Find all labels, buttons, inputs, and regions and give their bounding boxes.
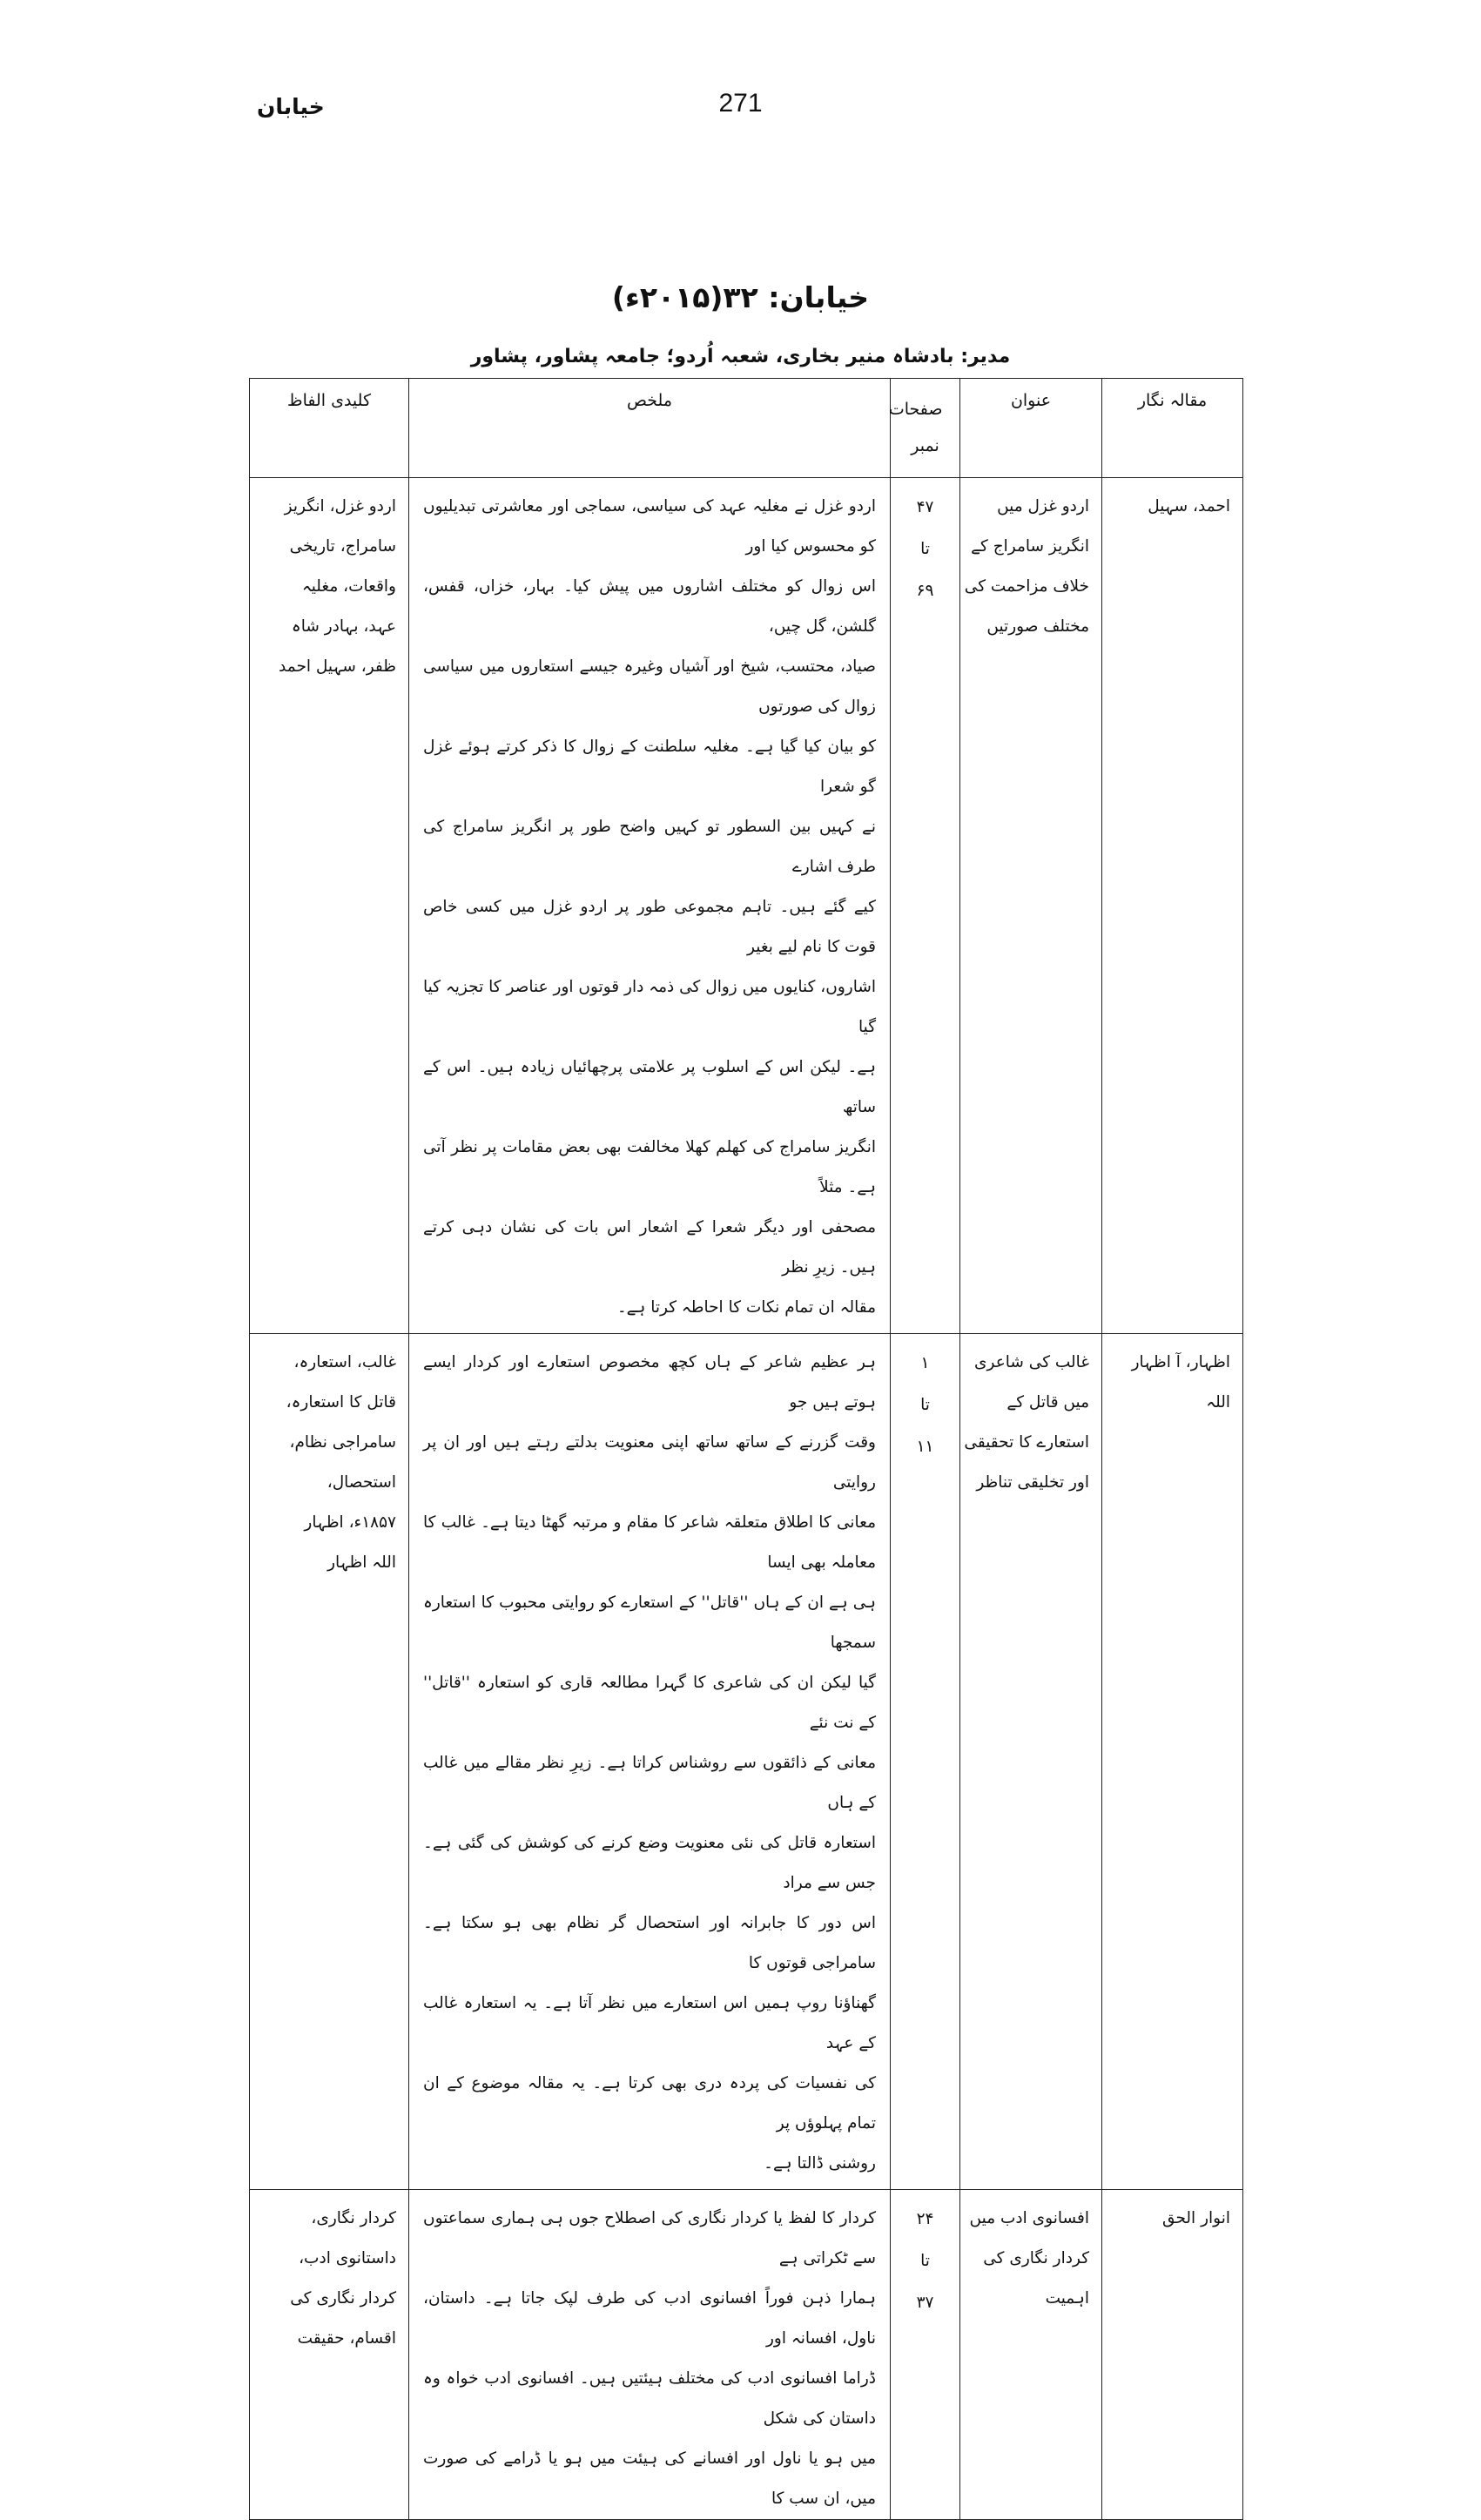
page-range-part: تا	[920, 2252, 930, 2270]
page-range-part: ۱۱	[916, 1438, 934, 1456]
author-cell	[1102, 2190, 1243, 2520]
summary-line: ہی ہے ان کے ہاں ''قاتل'' کے استعارے کو روایتی محبوب کا استعارہ سمجھا	[423, 1594, 876, 1652]
title-line: اور تخلیقی تناظر	[976, 1473, 1089, 1492]
header-pages-text: صفحات نمبر	[888, 400, 943, 455]
author-name: اظہار، آ اظہار اللہ	[1131, 1353, 1230, 1412]
table-row	[250, 2190, 1243, 2520]
keyword-line: غالب، استعارہ،	[293, 1353, 396, 1371]
summary-cell	[409, 2190, 891, 2520]
summary-line: اس دور کا جابرانہ اور استحصال گر نظام بھی ہو سکتا ہے۔ سامراجی قوتوں کا	[423, 1914, 876, 1972]
keyword-line: استحصال،	[326, 1473, 396, 1492]
title-line: افسانوی ادب میں	[969, 2209, 1089, 2227]
header-title: عنوان	[960, 379, 1102, 478]
keyword-line: اقسام، حقیقت	[297, 2329, 396, 2348]
header-keywords: کلیدی الفاظ	[250, 379, 409, 478]
keyword-line: عہد، بہادر شاہ	[291, 617, 396, 636]
keywords-cell	[250, 478, 409, 1334]
header-author: مقالہ نگار	[1102, 379, 1243, 478]
page-title: خیابان: ۳۲(۲۰۱۵ء)	[611, 280, 870, 314]
pages-cell	[891, 478, 960, 1334]
keywords-cell	[250, 2190, 409, 2520]
summary-cell	[409, 1334, 891, 2190]
keyword-line: اللہ اظہار	[327, 1553, 396, 1572]
keyword-line: ۱۸۵۷ء، اظہار	[304, 1513, 396, 1532]
title-line: میں قاتل کے	[1006, 1393, 1089, 1412]
header-pages	[888, 379, 960, 478]
pages-cell	[891, 1334, 960, 2190]
page-range-part: ۱	[920, 1354, 930, 1372]
summary-line: اس زوال کو مختلف اشاروں میں پیش کیا۔ بہار، خزاں، قفس، گلشن، گل چیں،	[423, 577, 876, 636]
summary-line: نے کہیں بین السطور تو کہیں واضح طور پر انگریز سامراج کی طرف اشارے	[423, 818, 876, 876]
title-line: استعارے کا تحقیقی	[964, 1433, 1089, 1452]
header-summary: ملخص	[409, 379, 891, 478]
title-line: خلاف مزاحمت کی	[964, 577, 1089, 596]
table-row	[250, 1334, 1243, 2190]
title-line: انگریز سامراج کے	[971, 537, 1089, 556]
summary-line: انگریز سامراج کی کھلم کھلا مخالفت بھی بعض مقامات پر نظر آتی ہے۔ مثلاً	[423, 1138, 876, 1196]
keyword-line: واقعات، مغلیہ	[301, 577, 396, 596]
summary-line: ہے۔ لیکن اس کے اسلوب پر علامتی پرچھائیاں زیادہ ہیں۔ اس کے ساتھ	[423, 1058, 876, 1116]
keyword-line: ظفر، سہیل احمد	[279, 657, 396, 676]
title-line: اردو غزل میں	[997, 497, 1089, 515]
keyword-line: سامراجی نظام،	[289, 1433, 396, 1452]
title-line: کردار نگاری کی	[983, 2249, 1089, 2267]
keyword-line: داستانوی ادب،	[299, 2249, 396, 2267]
keyword-line: سامراج، تاریخی	[289, 537, 396, 556]
title-cell	[960, 478, 1102, 1334]
summary-line: روشنی ڈالتا ہے۔	[764, 2154, 876, 2173]
summary-line: ڈراما افسانوی ادب کی مختلف ہیئتیں ہیں۔ افسانوی ادب خواہ وہ داستان کی شکل	[423, 2369, 876, 2428]
summary-line: معانی کا اطلاق متعلقہ شاعر کا مقام و مرتبہ گھٹا دیتا ہے۔ غالب کا معاملہ بھی ایسا	[423, 1513, 876, 1572]
author-name: انوار الحق	[1162, 2209, 1230, 2227]
author-cell	[1102, 1334, 1243, 2190]
table-header-row	[250, 379, 1243, 478]
summary-line: صیاد، محتسب، شیخ اور آشیاں وغیرہ جیسے استعاروں میں سیاسی زوال کی صورتوں	[423, 657, 876, 716]
summary-line: کی نفسیات کی پردہ دری بھی کرتا ہے۔ یہ مقالہ موضوع کے ان تمام پہلوؤں پر	[423, 2074, 876, 2133]
author-name: احمد، سہیل	[1148, 497, 1230, 515]
summary-line: اردو غزل نے مغلیہ عہد کی سیاسی، سماجی اور معاشرتی تبدیلیوں کو محسوس کیا اور	[423, 497, 876, 556]
summary-line: گھناؤنا روپ ہمیں اس استعارے میں نظر آتا ہے۔ یہ استعارہ غالب کے عہد	[423, 1994, 876, 2052]
author-cell	[1102, 478, 1243, 1334]
page-number: 271	[718, 89, 763, 118]
table-container	[249, 378, 1242, 2508]
summary-cell	[409, 478, 891, 1334]
running-head: خیابان	[257, 94, 325, 119]
table-row	[250, 478, 1243, 1334]
summary-line: مقالہ ان تمام نکات کا احاطہ کرتا ہے۔	[616, 1298, 876, 1317]
keyword-line: کردار نگاری کی	[290, 2289, 396, 2308]
keyword-line: کردار نگاری،	[311, 2209, 396, 2227]
page-range-part: ۶۹	[916, 582, 934, 600]
title-line: مختلف صورتیں	[986, 617, 1089, 636]
summary-line: معانی کے ذائقوں سے روشناس کراتا ہے۔ زیرِ نظر مقالے میں غالب کے ہاں	[423, 1754, 876, 1812]
page-range-part: ۳۷	[916, 2294, 934, 2312]
summary-line: اشاروں، کنایوں میں زوال کی ذمہ دار قوتوں اور عناصر کا تجزیہ کیا گیا	[423, 978, 876, 1036]
article-index-table	[249, 378, 1243, 2520]
summary-line: کردار کا لفظ یا کردار نگاری کی اصطلاح جوں ہی ہماری سماعتوں سے ٹکراتی ہے	[423, 2209, 876, 2267]
page-range-part: تا	[920, 540, 930, 558]
title-cell	[960, 2190, 1102, 2520]
summary-line: استعارہ قاتل کی نئی معنویت وضع کرنے کی کوشش کی گئی ہے۔ جس سے مراد	[423, 1834, 876, 1892]
keyword-line: قاتل کا استعارہ،	[286, 1393, 396, 1412]
title-cell	[960, 1334, 1102, 2190]
summary-line: گیا لیکن ان کی شاعری کا گہرا مطالعہ قاری کو استعارہ ''قاتل'' کے نت نئے	[423, 1674, 876, 1732]
title-line: اہمیت	[1045, 2289, 1089, 2308]
page-range-part: تا	[920, 1396, 930, 1414]
summary-line: وقت گزرنے کے ساتھ ساتھ اپنی معنویت بدلتے رہتے ہیں اور ان پر روایتی	[423, 1433, 876, 1492]
summary-line: میں ہو یا ناول اور افسانے کی ہیئت میں ہو یا ڈرامے کی صورت میں، ان سب کا	[423, 2449, 876, 2508]
summary-line: مصحفی اور دیگر شعرا کے اشعار اس بات کی نشان دہی کرتے ہیں۔ زیرِ نظر	[423, 1218, 876, 1277]
page-range-part: ۲۴	[916, 2210, 934, 2228]
summary-line: کیے گئے ہیں۔ تاہم مجموعی طور پر اردو غزل میں کسی خاص قوت کا نام لیے بغیر	[423, 898, 876, 956]
summary-line: ہر عظیم شاعر کے ہاں کچھ مخصوص استعارے اور کردار ایسے ہوتے ہیں جو	[423, 1353, 876, 1412]
summary-line: کو بیان کیا گیا ہے۔ مغلیہ سلطنت کے زوال کا ذکر کرتے ہوئے غزل گو شعرا	[423, 738, 876, 796]
summary-line: ہمارا ذہن فوراً افسانوی ادب کی طرف لپک جاتا ہے۔ داستان، ناول، افسانہ اور	[423, 2289, 876, 2348]
keyword-line: اردو غزل، انگریز	[284, 497, 396, 515]
editor-line: مدیر: بادشاہ منیر بخاری، شعبہ اُردو؛ جامعہ پشاور، پشاور	[470, 346, 1011, 367]
title-line: غالب کی شاعری	[974, 1353, 1089, 1371]
page-range-part: ۴۷	[916, 498, 934, 516]
keywords-cell	[250, 1334, 409, 2190]
pages-cell	[891, 2190, 960, 2520]
